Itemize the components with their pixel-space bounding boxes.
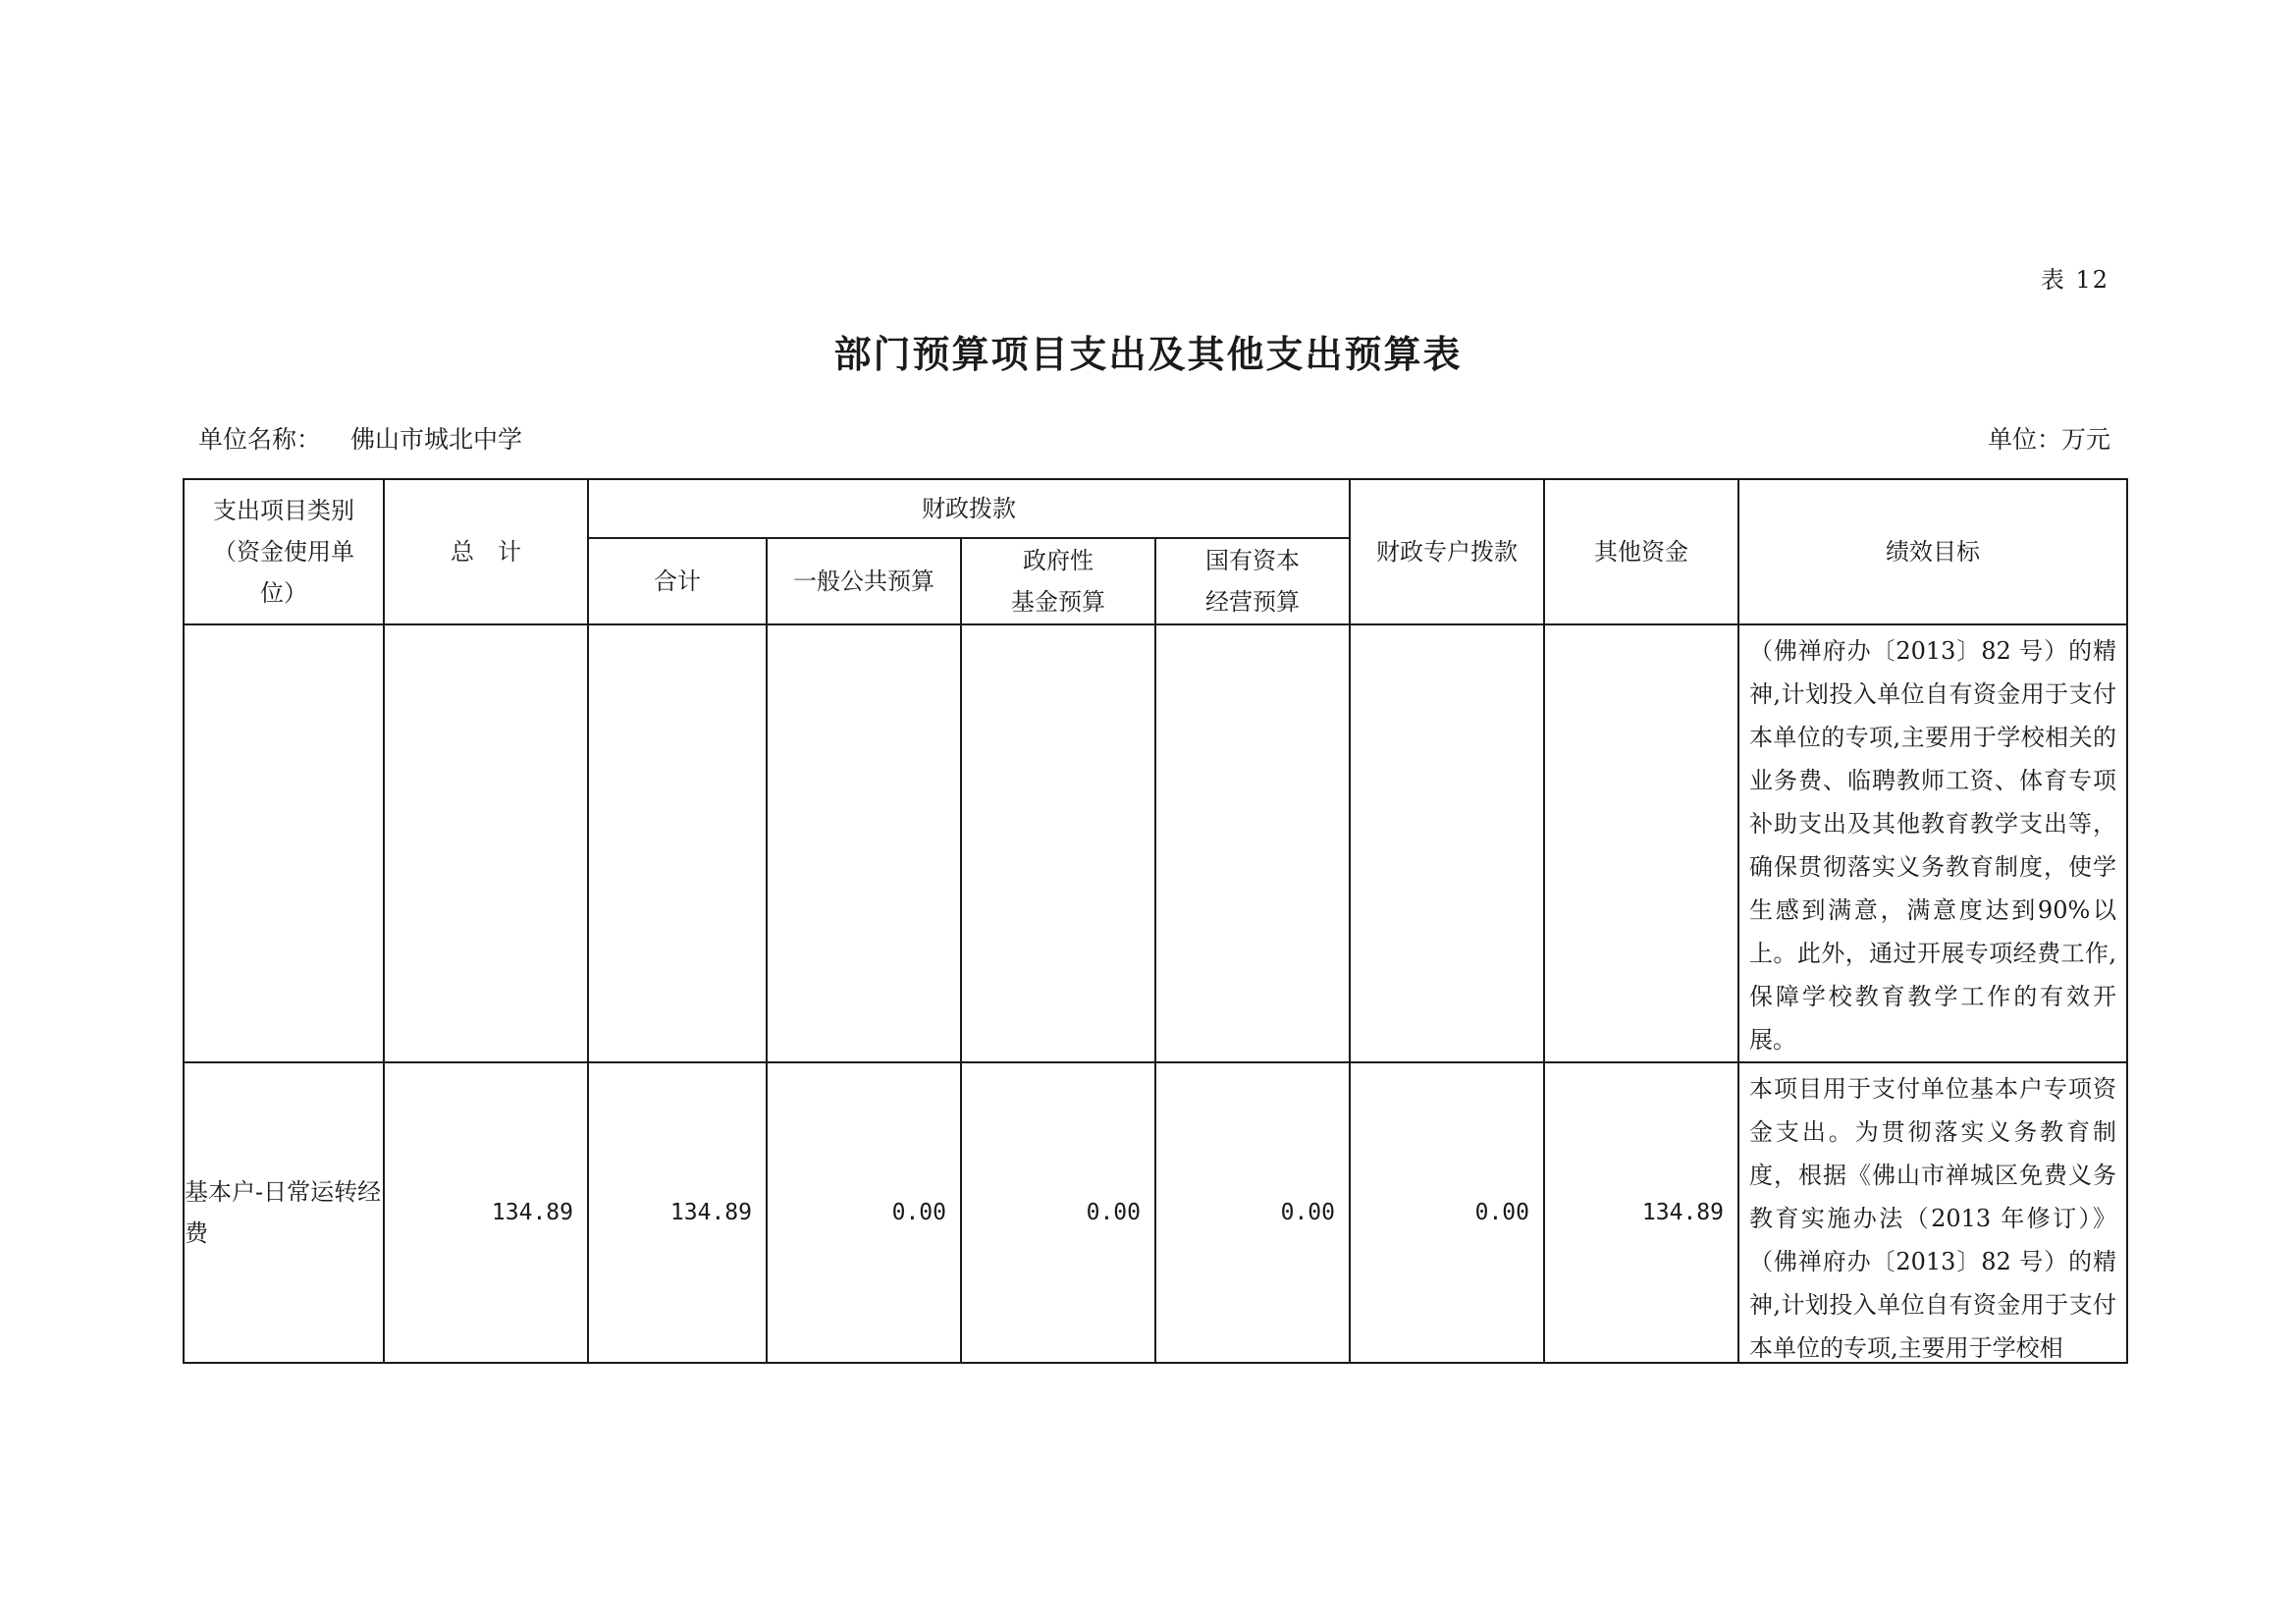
row-subtotal: 134.89: [588, 1062, 767, 1363]
table-number: 表 12: [2040, 266, 2109, 294]
header-other: 其他资金: [1544, 479, 1738, 624]
row-state-capital: [1155, 624, 1350, 1062]
row-general: 0.00: [767, 1062, 961, 1363]
row-goal-cell: [1738, 1062, 2127, 1363]
header-state-capital-line2: 经营预算: [1205, 588, 1300, 616]
row-special: [1350, 624, 1544, 1062]
header-gov-fund: [961, 538, 1155, 624]
header-total: 总 计: [384, 479, 588, 624]
row-other: 134.89: [1544, 1062, 1738, 1363]
row-goal: 本项目用于支付单位基本户专项资金支出。为贯彻落实义务教育制度，根据《佛山市禅城区免费义务教育实施办法（2013 年修订）》（佛禅府办〔2013〕82 号）的精神,计划投入单位自有资金用于支付本单位的专项,主要用于学校相: [1749, 1075, 2116, 1362]
header-general: 一般公共预算: [767, 538, 961, 624]
header-category-line1: 支出项目类别: [213, 497, 354, 524]
row-other: [1544, 624, 1738, 1062]
row-special: 0.00: [1350, 1062, 1544, 1363]
header-category-line3: 位）: [260, 579, 307, 607]
currency-unit: 单位：万元: [1987, 425, 2110, 454]
header-gov-fund-line2: 基金预算: [1011, 588, 1105, 616]
unit-name-label: 单位名称：: [198, 425, 322, 454]
row-gov-fund: 0.00: [961, 1062, 1155, 1363]
header-subtotal: 合计: [588, 538, 767, 624]
header-goal: 绩效目标: [1738, 479, 2127, 624]
row-state-capital: 0.00: [1155, 1062, 1350, 1363]
header-gov-fund-line1: 政府性: [1023, 547, 1094, 574]
row-category: [184, 624, 384, 1062]
row-gov-fund: [961, 624, 1155, 1062]
page-title: 部门预算项目支出及其他支出预算表: [833, 333, 1463, 376]
row-category: 基本户-日常运转经费: [184, 1062, 384, 1363]
unit-name: [198, 420, 522, 456]
budget-table: [183, 478, 2128, 1364]
row-total: [384, 624, 588, 1062]
unit-info-row: [198, 420, 2110, 454]
header-state-capital: [1155, 538, 1350, 624]
row-subtotal: [588, 624, 767, 1062]
header-category: [184, 479, 384, 624]
header-fiscal: 财政拨款: [588, 479, 1350, 538]
header-special: 财政专户拨款: [1350, 479, 1544, 624]
row-total: 134.89: [384, 1062, 588, 1363]
header-state-capital-line1: 国有资本: [1205, 547, 1300, 574]
header-category-line2: （资金使用单: [213, 538, 354, 566]
unit-name-value: 佛山市城北中学: [350, 425, 523, 454]
table-row: [184, 1062, 2127, 1363]
row-goal: （佛禅府办〔2013〕82 号）的精神,计划投入单位自有资金用于支付本单位的专项,主要用于学校相关的业务费、临聘教师工资、体育专项补助支出及其他教育教学支出等，确保贯彻落实义务教育制度，使学生感到满意，满意度达到90%以上。此外，通过开展专项经费工作,保障学校教育教学工作的有效开展。: [1738, 624, 2127, 1062]
row-general: [767, 624, 961, 1062]
table-row: [184, 624, 2127, 1062]
